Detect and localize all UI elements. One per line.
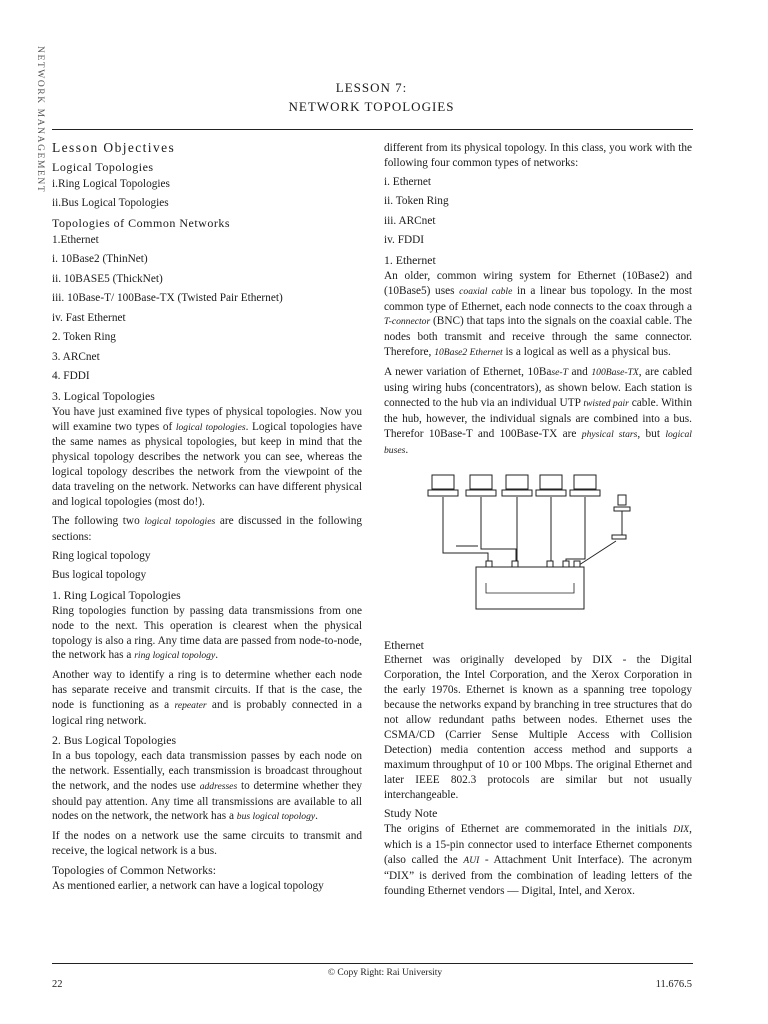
bus-heading: 2. Bus Logical Topologies	[52, 732, 177, 747]
ethernet-item: iv. Fast Ethernet	[52, 311, 126, 324]
ethernet-paragraph-1: An older, common wiring system for Ethernet (10Base2) and (10Base5) uses coaxial cable in a linear bus topology. In the most common type of Ethernet, each node connects to the coax through a T-connector (BNC) that taps into the signals on the coaxial cable. The nodes both transmit and receive through the same connector. Therefore, 10Base2 Ethernet is a logical as well as a physical bus.	[384, 269, 692, 359]
pc-icon	[570, 475, 600, 496]
network-type-item: ii. Token Ring	[384, 195, 449, 208]
logical-topologies-section-heading: 3. Logical Topologies	[52, 388, 155, 403]
network-item: 3. ARCnet	[52, 350, 100, 363]
ethernet-item: i. 10Base2 (ThinNet)	[52, 253, 148, 266]
following-two-paragraph: The following two logical topologies are discussed in the following sections:	[52, 514, 362, 543]
study-note-paragraph: The origins of Ethernet are commemorated in the initials DIX, which is a 15-pin connector used to interface Ethernet components (also called the AUI - Attachment Unit Interface). The acronym “DIX” is derived from the combination of leading letters of the founding Ethernet vendors — Digital, Intel, and Xerox.	[384, 823, 693, 897]
document-code: 11.676.5	[655, 979, 692, 990]
ethernet-history-heading: Ethernet	[384, 637, 424, 652]
logical-item: i.Ring Logical Topologies	[52, 177, 170, 190]
network-type-item: i. Ethernet	[384, 175, 432, 188]
ethernet-heading: 1. Ethernet	[384, 252, 436, 267]
right-column	[384, 141, 692, 903]
hub-box	[476, 567, 584, 609]
ethernet-item: ii. 10BASE5 (ThickNet)	[52, 272, 163, 285]
ethernet-history-paragraph: Ethernet was originally developed by DIX - the Digital Corporation, the Intel Corporation, and the Xerox Corporation in the early 1970s. Ethernet is known as a spanning tree topology because the networks expand by branching in tree structures that do not allow redundant paths between nodes. Ethernet uses the CSMA/CD (Carrier Sense Multiple Access with Collision Detection) media contention access method and supports a maximum throughput of 10 or 100 Mbps. The original Ethernet and later IEEE 802.3 protocols are similar but not usually interchangeable.	[384, 654, 692, 801]
pc-icon	[466, 475, 496, 496]
ring-paragraph-1: Ring topologies function by passing data transmissions from one node to the next. This operation is clearest when the physical topology is also a ring. Any time data are passed from node-to-node, the network has a ring logical topology.	[52, 604, 362, 662]
ethernet-paragraph-2: A newer variation of Ethernet, 10Base-T and 100Base-TX, are cabled using wiring hubs (concentrators), as shown below. Each station is connected to the hub via an individual UTP twisted pair cable. Within the hub, however, the individual signals are combined into a bus. Therefor 10Base-T and 100Base-TX are physical stars, but logical buses.	[384, 366, 692, 456]
pc-icon	[536, 475, 566, 496]
bus-paragraph-1: In a bus topology, each data transmission passes by each node on the network. Essentially, each transmission is broadcast throughout the network, and the nodes use addresses to determine whether they should pay attention. Any time all transmissions are available to all nodes on the network, the network has a bus logical topology.	[52, 749, 362, 823]
lesson-title: NETWORK TOPOLOGIES	[288, 99, 455, 114]
logical-item: ii.Bus Logical Topologies	[52, 197, 169, 210]
ring-heading: 1. Ring Logical Topologies	[52, 587, 181, 602]
network-item: 4. FDDI	[52, 370, 90, 383]
network-type-item: iii. ARCnet	[384, 214, 436, 227]
pc-icon	[428, 475, 458, 496]
study-note-heading: Study Note	[384, 806, 438, 821]
common-networks-heading: Topologies of Common Networks	[52, 215, 230, 230]
continued-paragraph: different from its physical topology. In this class, you work with the following four common types of networks:	[384, 142, 692, 169]
side-label: NETWORK MANAGEMENT	[35, 46, 45, 194]
page-number: 22	[52, 979, 63, 990]
lesson-header	[50, 78, 693, 116]
bus-paragraph-2: If the nodes on a network use the same circuits to transmit and receive, the logical network is a bus.	[52, 830, 362, 858]
lesson-number: LESSON 7:	[335, 80, 408, 95]
footer-rule	[52, 963, 693, 964]
server-icon	[612, 495, 630, 539]
ring-paragraph-2: Another way to identify a ring is to determine whether each node has separate receive and transmit circuits. If that is the case, the node is functioning as a repeater and is probably connected in a logical ring network.	[52, 669, 362, 728]
logical-topologies-heading: Logical Topologies	[52, 159, 154, 174]
common-networks-subheading: Topologies of Common Networks:	[52, 863, 216, 878]
network-type-item: iv. FDDI	[384, 234, 425, 247]
header-rule	[52, 129, 693, 130]
logical-topologies-paragraph: You have just examined five types of physical topologies. Now you will examine two types of logical topologies. Logical topologies have the same names as physical topologies, but keep in mind that the physical topology describes the network you can see, whereas the logical topology describes the network from the viewpoint of the data traveling on the network. Networks can have different physical and logical topologies (most do!).	[52, 405, 362, 509]
list-item: Ring logical topology	[52, 549, 151, 562]
ethernet-label: 1.Ethernet	[52, 233, 99, 246]
pc-icon	[502, 475, 532, 496]
common-networks-paragraph: As mentioned earlier, a network can have a logical topology	[52, 880, 324, 893]
list-item: Bus logical topology	[52, 569, 147, 582]
ethernet-item: iii. 10Base-T/ 100Base-TX (Twisted Pair Ethernet)	[52, 292, 283, 305]
left-column	[52, 141, 362, 898]
objectives-heading: Lesson Objectives	[52, 140, 176, 155]
hub-network-diagram	[426, 471, 688, 623]
network-item: 2. Token Ring	[52, 331, 116, 344]
footer-copyright: © Copy Right: Rai University	[327, 968, 443, 978]
